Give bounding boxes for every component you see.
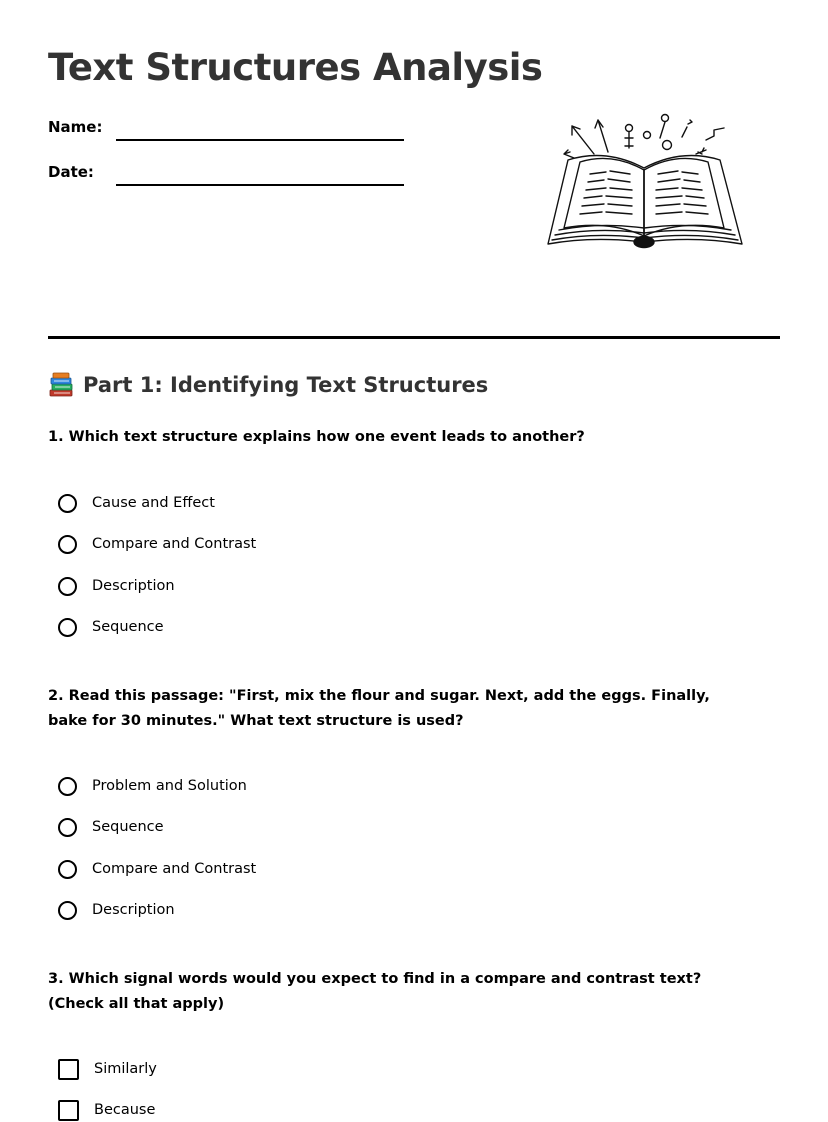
q3-option-similarly[interactable] bbox=[58, 1057, 157, 1081]
radio-button[interactable] bbox=[58, 777, 77, 796]
option-label: Sequence bbox=[92, 619, 164, 635]
radio-button[interactable] bbox=[58, 494, 77, 513]
open-book-with-ideas-icon bbox=[546, 108, 746, 254]
name-line[interactable] bbox=[116, 139, 404, 141]
part1-heading-text: Part 1: Identifying Text Structures bbox=[83, 373, 489, 397]
question-3-text: 3. Which signal words would you expect to find in a compare and contrast text? (Check all that apply) bbox=[48, 971, 702, 1012]
question-2-text: 2. Read this passage: "First, mix the flour and sugar. Next, add the eggs. Finally, bake for 30 minutes." What text structure is used? bbox=[48, 688, 710, 729]
option-label: Sequence bbox=[92, 819, 164, 835]
option-label: Because bbox=[94, 1102, 156, 1118]
q1-option-cause-and-effect[interactable] bbox=[58, 491, 215, 515]
checkbox[interactable] bbox=[58, 1100, 79, 1121]
q2-option-sequence[interactable] bbox=[58, 815, 164, 839]
q2-option-compare-and-contrast[interactable] bbox=[58, 857, 256, 881]
date-line[interactable] bbox=[116, 184, 404, 186]
q3-option-because[interactable] bbox=[58, 1098, 155, 1122]
option-label: Similarly bbox=[94, 1061, 157, 1077]
option-label: Cause and Effect bbox=[92, 495, 215, 511]
radio-button[interactable] bbox=[58, 577, 77, 596]
question-1-text: 1. Which text structure explains how one event leads to another? bbox=[48, 429, 585, 445]
radio-button[interactable] bbox=[58, 860, 77, 879]
date-label: Date: bbox=[48, 163, 94, 181]
radio-button[interactable] bbox=[58, 901, 77, 920]
option-label: Compare and Contrast bbox=[92, 536, 257, 552]
q1-option-sequence[interactable] bbox=[58, 615, 164, 639]
q1-option-compare-and-contrast[interactable] bbox=[58, 532, 256, 556]
option-label: Problem and Solution bbox=[92, 778, 247, 794]
option-label: Description bbox=[92, 902, 175, 918]
option-label: Compare and Contrast bbox=[92, 861, 257, 877]
option-label: Description bbox=[92, 578, 175, 594]
books-icon bbox=[48, 372, 74, 398]
radio-button[interactable] bbox=[58, 618, 77, 637]
section-divider bbox=[48, 336, 780, 339]
name-field bbox=[48, 118, 408, 148]
checkbox[interactable] bbox=[58, 1059, 79, 1080]
date-field bbox=[48, 163, 408, 193]
worksheet-title: Text Structures Analysis bbox=[48, 46, 543, 89]
q1-option-description[interactable] bbox=[58, 574, 175, 598]
radio-button[interactable] bbox=[58, 535, 77, 554]
q2-option-description[interactable] bbox=[58, 898, 175, 922]
radio-button[interactable] bbox=[58, 818, 77, 837]
name-label: Name: bbox=[48, 118, 103, 136]
q2-option-problem-and-solution[interactable] bbox=[58, 774, 247, 798]
part1-heading bbox=[48, 372, 488, 398]
